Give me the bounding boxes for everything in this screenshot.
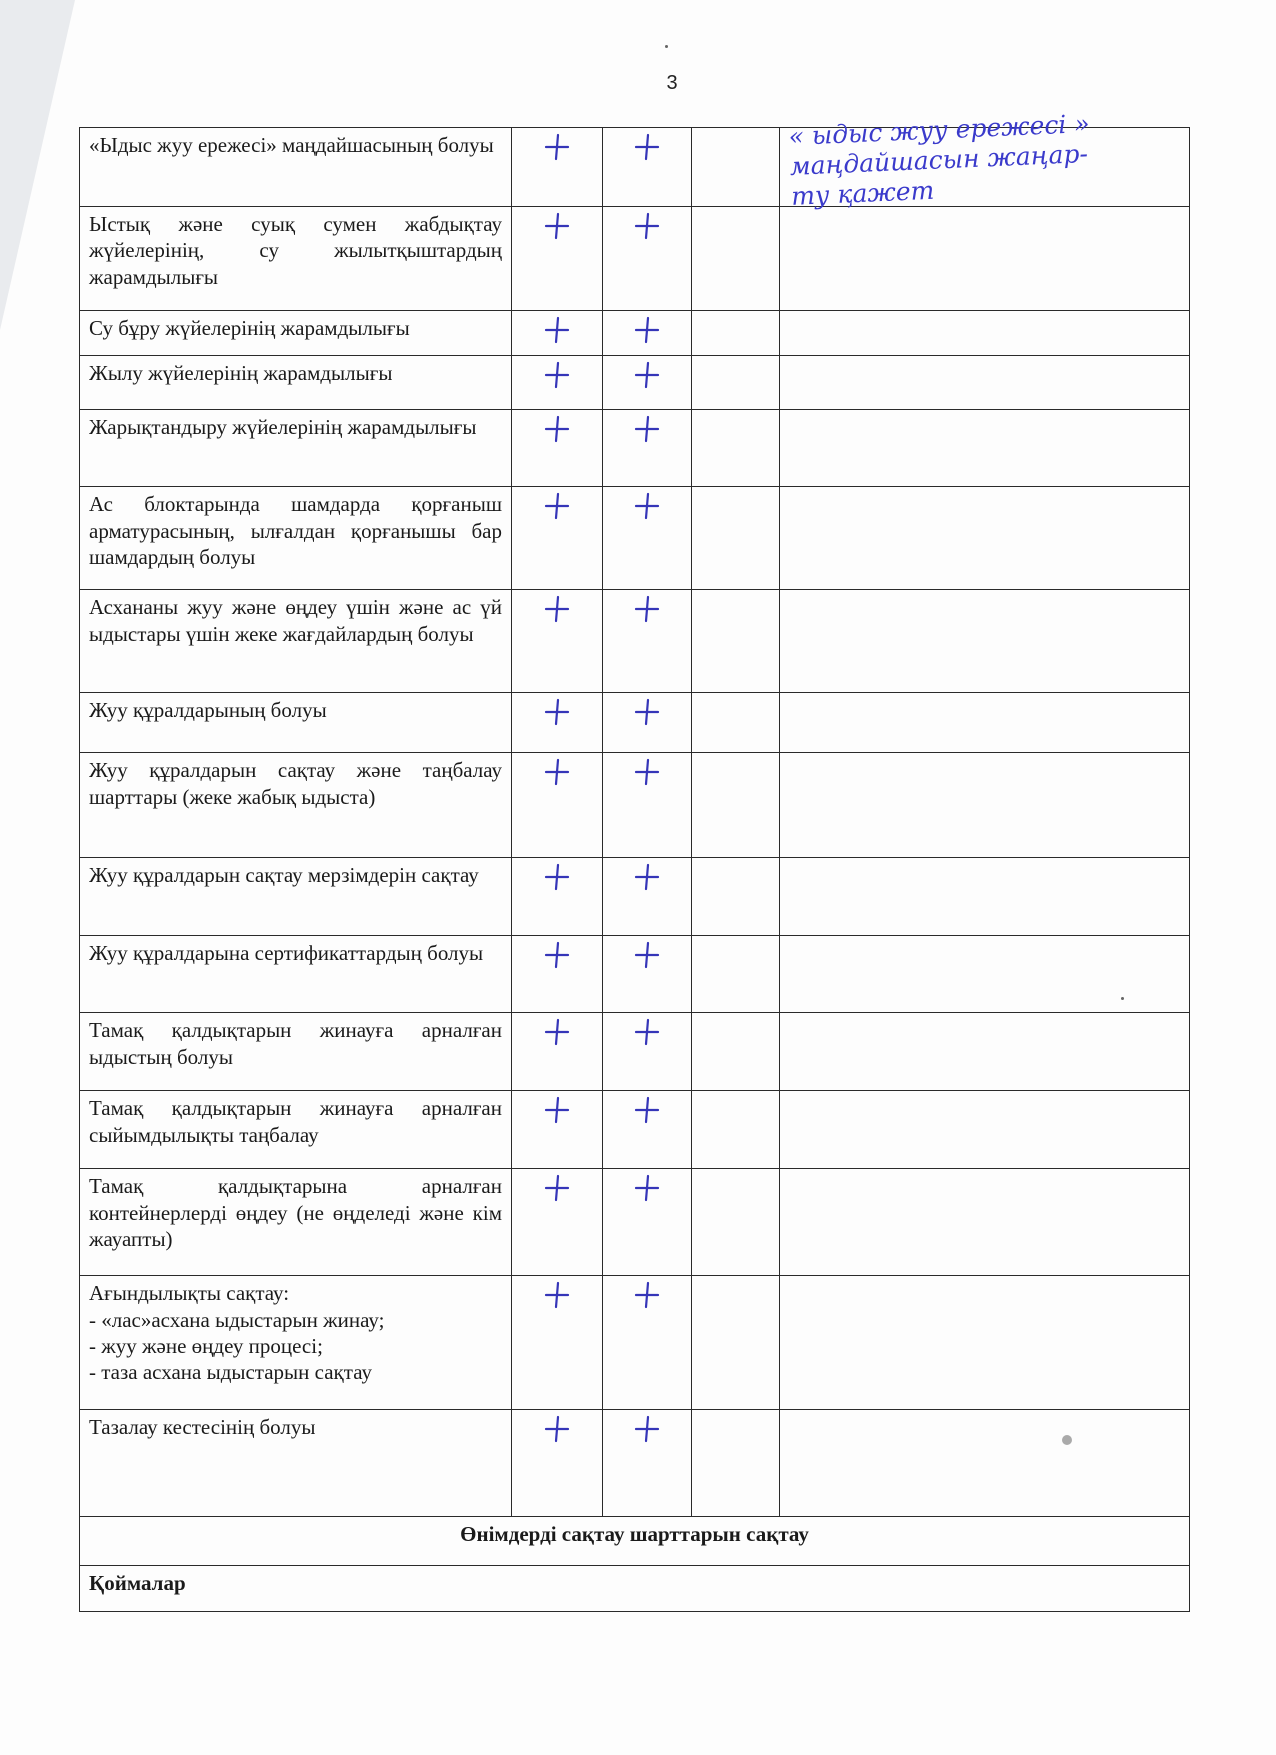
speck bbox=[665, 45, 668, 48]
check-cell bbox=[512, 207, 603, 311]
check-cell bbox=[603, 410, 692, 487]
check-cell bbox=[603, 693, 692, 753]
plus-mark-icon bbox=[542, 211, 572, 241]
check-cell bbox=[603, 753, 692, 858]
section-title: Өнімдерді сақтау шарттарын сақтау bbox=[80, 1517, 1190, 1566]
check-cell bbox=[603, 1013, 692, 1091]
notes-cell bbox=[780, 410, 1190, 487]
requirement-cell: Ыстық және суық сумен жабдықтау жүйелерінің, су жылытқыштардың жарамдылығы bbox=[80, 207, 512, 311]
notes-cell bbox=[780, 753, 1190, 858]
notes-cell bbox=[780, 1091, 1190, 1169]
table-row bbox=[80, 1013, 1190, 1091]
check-cell bbox=[512, 128, 603, 207]
table-row bbox=[80, 1566, 1190, 1612]
list-item: - таза асхана ыдыстарын сақтау bbox=[89, 1360, 372, 1384]
handwritten-note: « ыдыс жуу ережесі » маңдайшасын жаңар- ту қажет bbox=[788, 108, 1091, 211]
plus-mark-icon bbox=[632, 1173, 662, 1203]
plus-mark-icon bbox=[542, 414, 572, 444]
plus-mark-icon bbox=[632, 862, 662, 892]
plus-mark-icon bbox=[542, 594, 572, 624]
page-number: 3 bbox=[666, 72, 678, 94]
plus-mark-icon bbox=[542, 862, 572, 892]
empty-cell bbox=[692, 936, 780, 1013]
requirement-cell: Жуу құралдарының болуы bbox=[80, 693, 512, 753]
check-cell bbox=[603, 356, 692, 410]
plus-mark-icon bbox=[632, 360, 662, 390]
requirement-cell: Жуу құралдарын сақтау мерзімдерін сақтау bbox=[80, 858, 512, 936]
check-cell bbox=[603, 128, 692, 207]
plus-mark-icon bbox=[632, 491, 662, 521]
table-row bbox=[80, 1410, 1190, 1517]
notes-cell bbox=[780, 487, 1190, 590]
plus-mark-icon bbox=[632, 697, 662, 727]
notes-cell bbox=[780, 590, 1190, 693]
folded-page-corner bbox=[0, 0, 75, 330]
empty-cell bbox=[692, 207, 780, 311]
empty-cell bbox=[692, 1091, 780, 1169]
notes-cell bbox=[780, 356, 1190, 410]
notes-cell bbox=[780, 693, 1190, 753]
check-cell bbox=[603, 207, 692, 311]
inspection-table bbox=[79, 108, 1190, 1612]
check-cell bbox=[512, 858, 603, 936]
plus-mark-icon bbox=[542, 1414, 572, 1444]
table-row bbox=[80, 128, 1190, 207]
notes-cell bbox=[780, 311, 1190, 356]
plus-mark-icon bbox=[542, 1095, 572, 1125]
empty-cell bbox=[692, 590, 780, 693]
empty-cell bbox=[692, 1276, 780, 1410]
requirement-cell: Тазалау кестесінің болуы bbox=[80, 1410, 512, 1517]
plus-mark-icon bbox=[542, 360, 572, 390]
notes-cell bbox=[780, 108, 1190, 211]
plus-mark-icon bbox=[632, 1095, 662, 1125]
empty-cell bbox=[692, 693, 780, 753]
check-cell bbox=[603, 1410, 692, 1517]
plus-mark-icon bbox=[542, 940, 572, 970]
plus-mark-icon bbox=[632, 1280, 662, 1310]
requirement-cell: Ас блоктарында шамдарда қорғаныш арматурасының, ылғалдан қорғанышы бар шамдардың болуы bbox=[80, 487, 512, 590]
requirement-cell: Асхананы жуу және өңдеу үшін және ас үй ыдыстары үшін жеке жағдайлардың болуы bbox=[80, 590, 512, 693]
flow-title: Ағындылықты сақтау: bbox=[89, 1281, 290, 1306]
check-cell bbox=[603, 1276, 692, 1410]
empty-cell bbox=[692, 128, 780, 207]
notes-cell bbox=[780, 1410, 1190, 1517]
plus-mark-icon bbox=[632, 594, 662, 624]
empty-cell bbox=[692, 356, 780, 410]
check-cell bbox=[512, 753, 603, 858]
check-cell bbox=[512, 487, 603, 590]
notes-cell bbox=[780, 858, 1190, 936]
check-cell bbox=[512, 410, 603, 487]
check-cell bbox=[512, 1013, 603, 1091]
plus-mark-icon bbox=[632, 757, 662, 787]
plus-mark-icon bbox=[632, 211, 662, 241]
table-row bbox=[80, 693, 1190, 753]
check-cell bbox=[603, 936, 692, 1013]
requirement-cell: Тамақ қалдықтарына арналған контейнерлерді өңдеу (не өңделеді және кім жауапты) bbox=[80, 1169, 512, 1276]
requirement-cell bbox=[80, 1276, 512, 1410]
table-row bbox=[80, 1276, 1190, 1410]
plus-mark-icon bbox=[542, 1173, 572, 1203]
table-row bbox=[80, 311, 1190, 356]
table-row bbox=[80, 1169, 1190, 1276]
requirement-cell: Жуу құралдарына сертификаттардың болуы bbox=[80, 936, 512, 1013]
requirement-cell: Тамақ қалдықтарын жинауға арналған сыйымдылықты таңбалау bbox=[80, 1091, 512, 1169]
check-cell bbox=[603, 1169, 692, 1276]
notes-cell bbox=[780, 207, 1190, 311]
check-cell bbox=[603, 1091, 692, 1169]
empty-cell bbox=[692, 858, 780, 936]
plus-mark-icon bbox=[542, 491, 572, 521]
check-cell bbox=[512, 1091, 603, 1169]
empty-cell bbox=[692, 1013, 780, 1091]
list-item: - жуу және өңдеу процесі; bbox=[89, 1333, 323, 1358]
requirement-cell: Тамақ қалдықтарын жинауға арналған ыдыстың болуы bbox=[80, 1013, 512, 1091]
check-cell bbox=[512, 693, 603, 753]
check-cell bbox=[512, 1410, 603, 1517]
requirement-cell: Су бұру жүйелерінің жарамдылығы bbox=[80, 311, 512, 356]
empty-cell bbox=[692, 410, 780, 487]
check-cell bbox=[603, 590, 692, 693]
empty-cell bbox=[692, 1410, 780, 1517]
table-row bbox=[80, 753, 1190, 858]
check-cell bbox=[603, 311, 692, 356]
plus-mark-icon bbox=[632, 940, 662, 970]
table-row bbox=[80, 590, 1190, 693]
table-row bbox=[80, 1091, 1190, 1169]
plus-mark-icon bbox=[542, 697, 572, 727]
check-cell bbox=[603, 858, 692, 936]
empty-cell bbox=[692, 1169, 780, 1276]
notes-cell bbox=[780, 1013, 1190, 1091]
empty-cell bbox=[692, 487, 780, 590]
notes-cell bbox=[780, 1276, 1190, 1410]
list-item: - «лас»асхана ыдыстарын жинау; bbox=[89, 1307, 385, 1332]
plus-mark-icon bbox=[632, 1414, 662, 1444]
notes-cell bbox=[780, 936, 1190, 1013]
plus-mark-icon bbox=[542, 132, 572, 162]
table-row bbox=[80, 936, 1190, 1013]
subsection-title: Қоймалар bbox=[80, 1566, 1190, 1612]
table-row bbox=[80, 356, 1190, 410]
plus-mark-icon bbox=[632, 414, 662, 444]
empty-cell bbox=[692, 753, 780, 858]
check-cell bbox=[512, 590, 603, 693]
check-cell bbox=[512, 936, 603, 1013]
plus-mark-icon bbox=[542, 1280, 572, 1310]
check-cell bbox=[512, 311, 603, 356]
plus-mark-icon bbox=[632, 315, 662, 345]
table-row bbox=[80, 858, 1190, 936]
requirement-cell: Жуу құралдарын сақтау және таңбалау шарттары (жеке жабық ыдыста) bbox=[80, 753, 512, 858]
plus-mark-icon bbox=[632, 1017, 662, 1047]
table-row bbox=[80, 410, 1190, 487]
plus-mark-icon bbox=[542, 1017, 572, 1047]
requirement-cell: Жылу жүйелерінің жарамдылығы bbox=[80, 356, 512, 410]
check-cell bbox=[603, 487, 692, 590]
table-row bbox=[80, 487, 1190, 590]
empty-cell bbox=[692, 311, 780, 356]
check-cell bbox=[512, 356, 603, 410]
check-cell bbox=[512, 1169, 603, 1276]
plus-mark-icon bbox=[542, 315, 572, 345]
plus-mark-icon bbox=[632, 132, 662, 162]
notes-cell bbox=[780, 1169, 1190, 1276]
requirement-cell: «Ыдыс жуу ережесі» маңдайшасының болуы bbox=[80, 128, 512, 207]
table-row bbox=[80, 207, 1190, 311]
plus-mark-icon bbox=[542, 757, 572, 787]
table-row bbox=[80, 1517, 1190, 1566]
check-cell bbox=[512, 1276, 603, 1410]
requirement-cell: Жарықтандыру жүйелерінің жарамдылығы bbox=[80, 410, 512, 487]
